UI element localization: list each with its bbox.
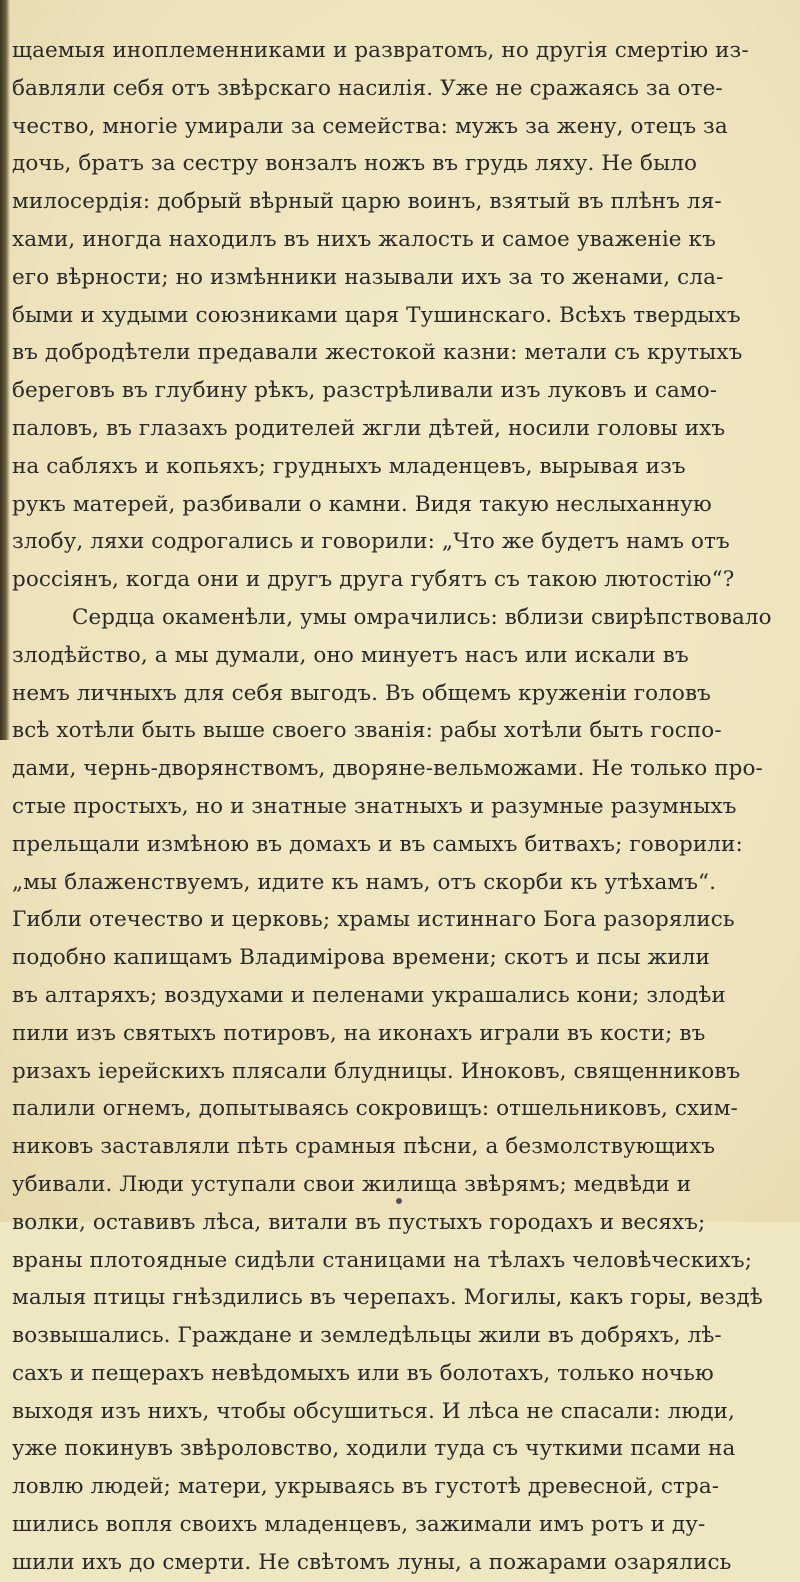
text-line: пили изъ святыхъ потировъ, на иконахъ играли въ кости; въ: [12, 1020, 706, 1046]
text-line: возвышались. Граждане и земледѣльцы жили въ добряхъ, лѣ-: [12, 1323, 722, 1349]
text-line: прельщали измѣною въ домахъ и въ самыхъ битвахъ; говорили:: [12, 831, 743, 857]
text-line: щаемыя иноплеменниками и развратомъ, но другія смертію из-: [12, 38, 749, 63]
body-text: [12, 32, 772, 1582]
text-line: шили ихъ до смерти. Не свѣтомъ луны, а пожарами озарялись: [12, 1549, 732, 1575]
text-line: дами, чернь-дворянствомъ, дворяне-вельможами. Не только про-: [12, 756, 763, 782]
text-line: въ алтаряхъ; воздухами и пеленами украшались кони; злодѣи: [12, 982, 726, 1008]
text-line: дочь, братъ за сестру вонзалъ ножъ въ грудь ляху. Не было: [12, 151, 698, 177]
text-line: палили огнемъ, допытываясь сокровищъ: отшельниковъ, схим-: [12, 1096, 738, 1122]
text-line: ловлю людей; матери, укрываясь въ густотѣ древесной, стра-: [12, 1474, 720, 1500]
text-line: стые простыхъ, но и знатные знатныхъ и разумные разумныхъ: [12, 793, 737, 819]
text-line: злобу, ляхи содрогались и говорили: „Что же будетъ намъ отъ: [12, 529, 730, 555]
text-line: „мы блаженствуемъ, идите къ намъ, отъ скорби къ утѣхамъ“.: [12, 869, 717, 895]
text-line: милосердія: добрый вѣрный царю воинъ, взятый въ плѣнъ ля-: [12, 189, 722, 215]
text-line: убивали. Люди уступали свои жилища звѣрямъ; медвѣди и: [12, 1171, 692, 1197]
text-line: никовъ заставляли пѣть срамныя пѣсни, а безмолствующихъ: [12, 1134, 716, 1160]
paragraph-start-line: Сердца окаменѣли, умы омрачились: вблизи свирѣпствовало: [72, 604, 772, 630]
text-line: всѣ хотѣли быть выше своего званія: рабы хотѣли быть госпо-: [12, 718, 722, 744]
text-line: шились вопля своихъ младенцевъ, зажимали имъ ротъ и ду-: [12, 1512, 706, 1538]
text-line: на сабляхъ и копьяхъ; грудныхъ младенцевъ, вырывая изъ: [12, 453, 686, 479]
text-line: рукъ матерей, разбивали о камни. Видя такую неслыханную: [12, 491, 712, 517]
text-line: ризахъ іерейскихъ плясали блудницы. Иноковъ, священниковъ: [12, 1058, 741, 1084]
text-line: быми и худыми союзниками царя Тушинскаго. Всѣхъ твердыхъ: [12, 302, 741, 328]
text-line: паловъ, въ глазахъ родителей жгли дѣтей, носили головы ихъ: [12, 415, 726, 441]
text-line: враны плотоядные сидѣли станицами на тѣлахъ человѣческихъ;: [12, 1247, 753, 1273]
text-line: бавляли себя отъ звѣрскаго насилія. Уже не сражаясь за оте-: [12, 75, 723, 101]
text-line: хами, иногда находилъ въ нихъ жалость и самое уваженіе къ: [12, 226, 716, 252]
text-line: волки, оставивъ лѣса, витали въ пустыхъ городахъ и весяхъ;: [12, 1209, 706, 1235]
binding-shadow: [0, 0, 10, 740]
text-line: злодѣйство, а мы думали, оно минуетъ насъ или искали въ: [12, 642, 689, 668]
text-line: уже покинувъ звѣроловство, ходили туда съ чуткими псами на: [12, 1436, 736, 1462]
ink-speck: [396, 1198, 402, 1204]
text-line: малыя птицы гнѣздились въ черепахъ. Могилы, какъ горы, вездѣ: [12, 1285, 763, 1311]
text-line: чество, многіе умирали за семейства: мужъ за жену, отецъ за: [12, 113, 728, 139]
text-line: немъ личныхъ для себя выгодъ. Въ общемъ круженіи головъ: [12, 680, 711, 706]
text-line: россіянъ, когда они и другъ друга губятъ съ такою лютостію“?: [12, 567, 735, 593]
text-line: его вѣрности; но измѣнники называли ихъ за то женами, сла-: [12, 264, 724, 290]
text-line: береговъ въ глубину рѣкъ, разстрѣливали изъ луковъ и само-: [12, 378, 718, 404]
text-line: выходя изъ нихъ, чтобы обсушиться. И лѣса не спасали: люди,: [12, 1398, 735, 1424]
text-line: въ добродѣтели предавали жестокой казни: метали съ крутыхъ: [12, 340, 743, 366]
text-line: сахъ и пещерахъ невѣдомыхъ или въ болотахъ, только ночью: [12, 1360, 714, 1386]
text-line: подобно капищамъ Владиміровa времени; скотъ и псы жили: [12, 945, 710, 971]
text-line: Гибли отечество и церковь; храмы истиннаго Бога разорялись: [12, 907, 735, 933]
